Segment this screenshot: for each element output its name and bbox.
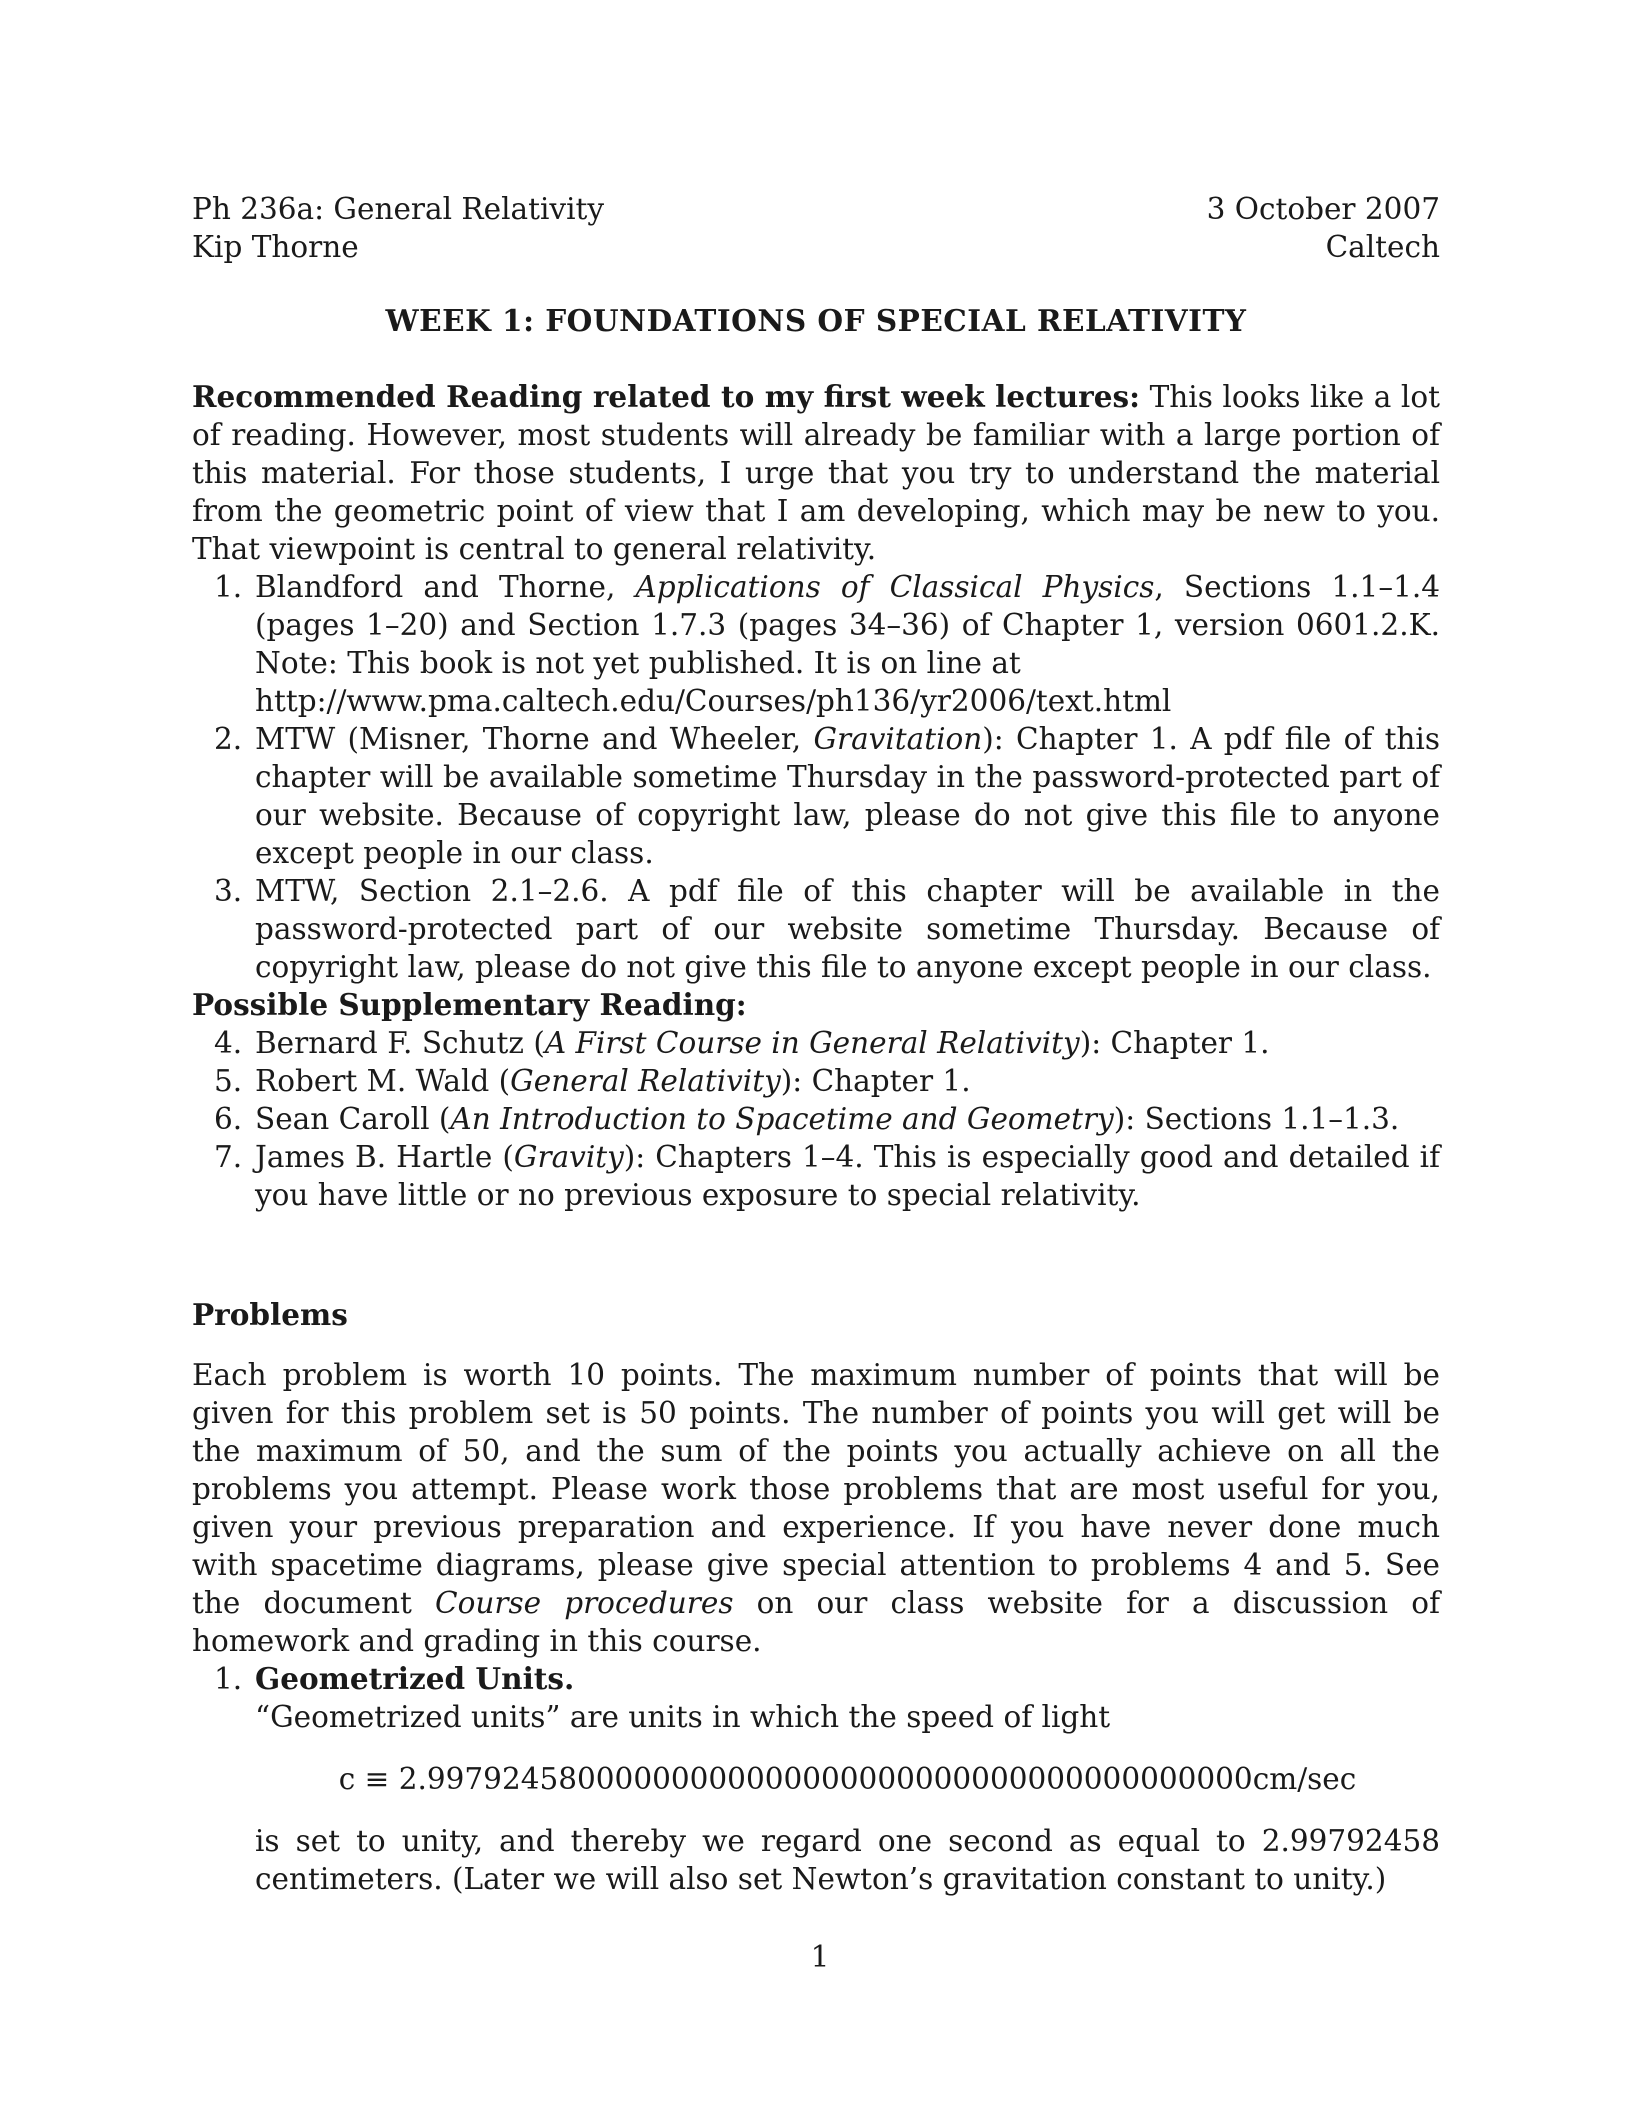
problems-intro-paragraph: Each problem is worth 10 points. The maximum number of points that will be given for this problem set is 50 points. The number of points you will get will be the maximum of 50, and the sum of the points you actually achieve on all the problems you attempt. Please work those problems that are most useful for you, given your previous preparation and experience. If you have never done much with spacetime diagrams, please give special attention to problems 4 and 5. See the document Course procedures on our class website for a discussion of homework and grading in this course. (192, 1358, 1440, 1658)
book-title: Gravitation (813, 722, 983, 756)
course-name: Ph 236a: General Relativity (192, 192, 605, 226)
book-title: A First Course in General Relativity (544, 1026, 1080, 1060)
book-title: Gravity (513, 1140, 624, 1174)
list-item: 6. Sean Caroll (An Introduction to Spacetime and Geometry): Sections 1.1–1.3. (214, 1102, 1400, 1136)
recommended-reading-paragraph (192, 378, 1440, 568)
problems-list (192, 1660, 1440, 1736)
list-item-number: 2. (214, 722, 243, 756)
list-item-number: 6. (214, 1102, 243, 1136)
recommended-reading-list (192, 568, 1440, 986)
header (192, 190, 1440, 266)
problem-text: “Geometrized units” are units in which the speed of light (255, 1700, 1111, 1734)
page-title: WEEK 1: FOUNDATIONS OF SPECIAL RELATIVITY (385, 303, 1247, 338)
problem-title: Geometrized Units. (255, 1661, 575, 1696)
list-item: 3. MTW, Section 2.1–2.6. A pdf file of this chapter will be available in the password-protected part of our website sometime Thursday. Because of copyright law, please do not give this file to anyone except people in our class. (214, 874, 1440, 984)
page-number: 1 (810, 1940, 830, 1974)
book-title: General Relativity (510, 1064, 781, 1098)
list-item-number: 7. (214, 1140, 243, 1174)
document-page (192, 190, 1440, 1898)
speed-of-light-equation: c ≡ 2.99792458000000000000000000000000000000000000cm/sec (338, 1762, 1357, 1796)
recommended-reading-heading: Recommended Reading related to my first week lectures: (192, 379, 1140, 414)
institution-name: Caltech (1325, 230, 1440, 264)
list-item-number: 5. (214, 1064, 243, 1098)
list-item: 5. Robert M. Wald (General Relativity): Chapter 1. (214, 1064, 971, 1098)
recommended-reading-intro: This looks like a lot of reading. However, most students will already be familiar with a large portion of this material. For those students, I urge that you try to understand the material from the geometric point of view that I am developing, which may be new to you. That viewpoint is central to general relativity. (192, 380, 1440, 566)
problem-item (192, 1660, 1440, 1736)
document-reference: Course procedures (435, 1586, 734, 1620)
problem-text-continued: is set to unity, and thereby we regard one second as equal to 2.99792458 centimeters. (Later we will also set Newton’s gravitation constant to unity.) (255, 1824, 1440, 1896)
supplementary-reading-list (192, 1024, 1440, 1214)
list-item: 4. Bernard F. Schutz (A First Course in General Relativity): Chapter 1. (214, 1026, 1270, 1060)
document-date: 3 October 2007 (1206, 192, 1440, 226)
supplementary-reading-heading: Possible Supplementary Reading: (192, 987, 747, 1022)
reading-url[interactable]: http://www.pma.caltech.edu/Courses/ph136/yr2006/text.html (255, 684, 1172, 718)
problems-heading: Problems (192, 1297, 348, 1332)
problem-number: 1. (214, 1662, 243, 1696)
list-item: 2. MTW (Misner, Thorne and Wheeler, Gravitation): Chapter 1. A pdf file of this chapter will be available sometime Thursday in the password-protected part of our website. Because of copyright law, please do not give this file to anyone except people in our class. (214, 722, 1440, 870)
list-item-number: 1. (214, 570, 243, 604)
list-item: 1. Blandford and Thorne, Applications of Classical Physics, Sections 1.1–1.4 (pages 1–20) and Section 1.7.3 (pages 34–36) of Chapter 1, version 0601.2.K. Note: This book is not yet published. It is on line at http://www.pma.caltech.edu/Courses/ph136/yr2006/text.html (214, 570, 1440, 718)
book-title: Applications of Classical Physics (635, 570, 1155, 604)
instructor-name: Kip Thorne (192, 230, 359, 264)
list-item: 7. James B. Hartle (Gravity): Chapters 1–4. This is especially good and detailed if you have little or no previous exposure to special relativity. (214, 1140, 1441, 1212)
list-item-number: 3. (214, 874, 243, 908)
book-title: An Introduction to Spacetime and Geometry (450, 1102, 1114, 1136)
list-item-number: 4. (214, 1026, 243, 1060)
